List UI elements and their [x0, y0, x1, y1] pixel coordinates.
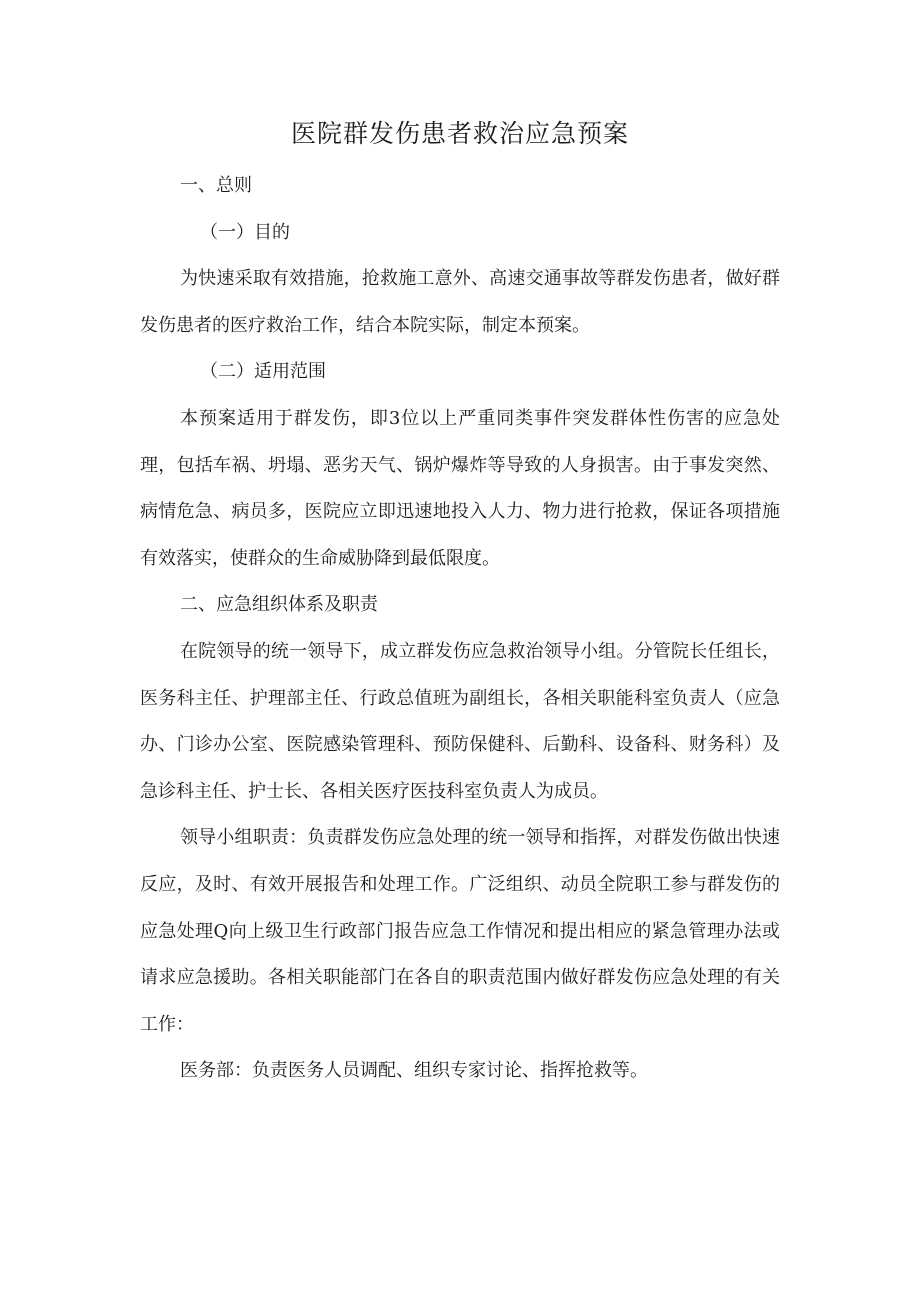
paragraph-leadership-duties: 领导小组职责：负责群发伤应急处理的统一领导和指挥，对群发伤做出快速反应，及时、有效开展报告和处理工作。广泛组织、动员全院职工参与群发伤的应急处理Q向上级卫生行政部门报告应急工作情况和提出相应的紧急管理办法或请求应急援助。各相关职能部门在各自的职责范围内做好群发伤应急处理的有关工作： — [140, 827, 780, 1035]
subsection-heading-purpose: （一）目的 — [200, 221, 290, 243]
document-title: 医院群发伤患者救治应急预案 — [290, 119, 629, 148]
paragraph-purpose: 为快速采取有效措施，抢救施工意外、高速交通事故等群发伤患者，做好群发伤患者的医疗救治工作，结合本院实际，制定本预案。 — [140, 268, 780, 336]
document-body — [140, 163, 780, 1095]
subsection-heading-scope: （二）适用范围 — [200, 361, 326, 383]
paragraph-organization: 在院领导的统一领导下，成立群发伤应急救治领导小组。分管院长任组长，医务科主任、护理部主任、行政总值班为副组长，各相关职能科室负责人（应急办、门诊办公室、医院感染管理科、预防保健科、后勤科、设备科、财务科）及急诊科主任、护士长、各相关医疗医技科室负责人为成员。 — [140, 640, 780, 802]
paragraph-scope: 本预案适用于群发伤，即3位以上严重同类事件突发群体性伤害的应急处理，包括车祸、坍塌、恶劣天气、锅炉爆炸等导致的人身损害。由于事发突然、病情危急、病员多，医院应立即迅速地投入人力、物力进行抢救，保证各项措施有效落实，使群众的生命威胁降到最低限度。 — [140, 407, 780, 569]
section-heading-organization: 二、应急组织体系及职责 — [180, 594, 378, 616]
section-heading-general: 一、总则 — [180, 175, 252, 196]
paragraph-medical-department: 医务部：负责医务人员调配、组织专家讨论、指挥抢救等。 — [180, 1060, 648, 1082]
